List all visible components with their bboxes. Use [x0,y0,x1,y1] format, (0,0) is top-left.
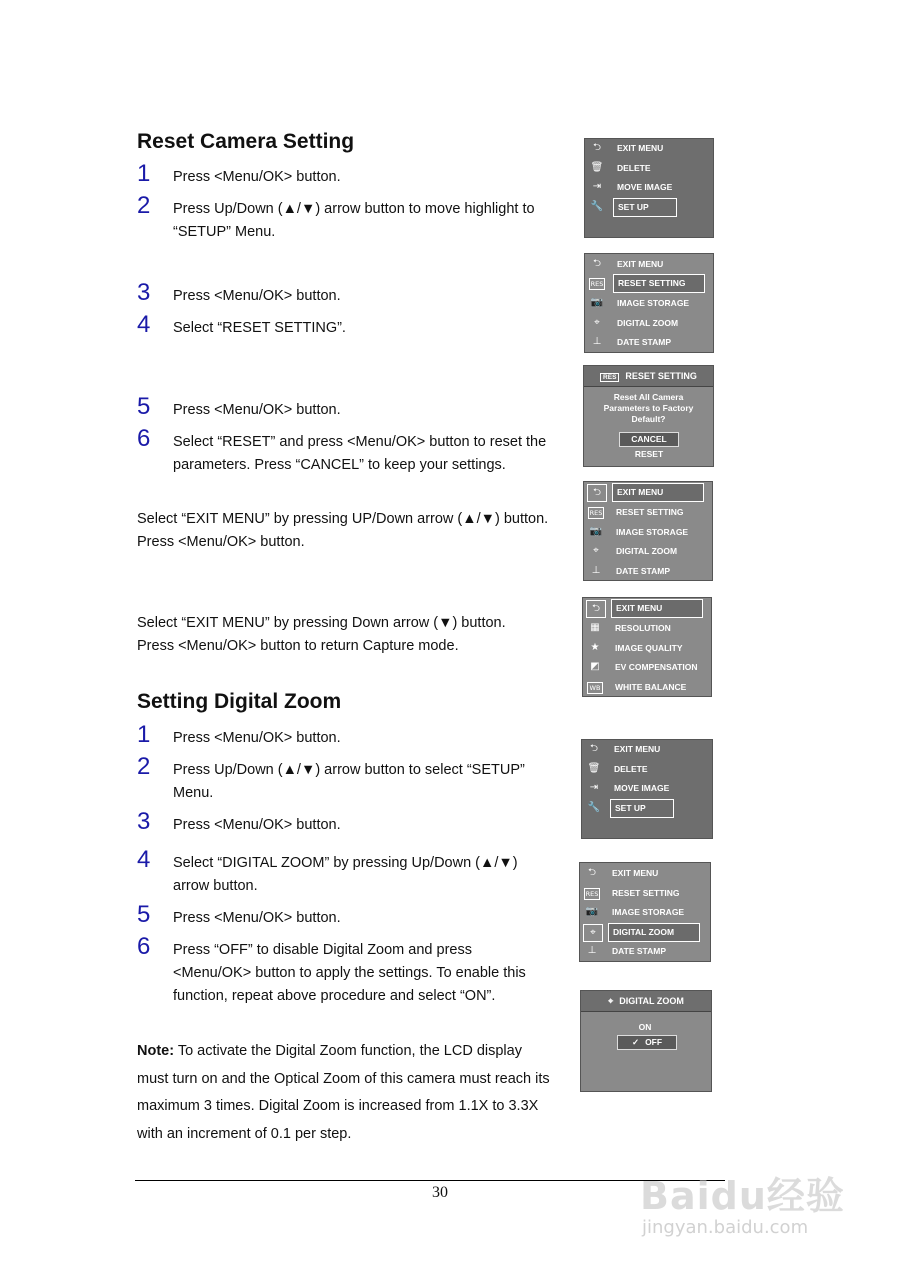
step-number: 5 [137,393,151,420]
menu-item-image-storage[interactable]: 📷 IMAGE STORAGE [585,294,715,313]
zoom-icon: ⌖ [594,317,600,328]
return-arrow-icon: ⮌ [589,743,598,754]
menu-item-image-storage[interactable]: 📷 IMAGE STORAGE [584,523,714,542]
menu-item-exit[interactable]: ⮌ EXIT MENU [585,255,715,274]
step-number: 6 [137,933,151,960]
menu-item-reset-setting[interactable]: RES RESET SETTING [585,274,715,293]
menu-item-white-balance[interactable]: WB WHITE BALANCE [583,678,713,697]
stamp-icon: ⊥ [587,945,597,956]
step-text: Select “RESET SETTING”. [173,320,346,336]
menu-item-move[interactable]: ⇥ MOVE IMAGE [582,779,712,798]
step-text: Press <Menu/OK> button. [173,402,341,418]
stamp-icon: ⊥ [592,336,602,347]
reset-setting-dialog [583,365,714,467]
paragraph-exit-setup [137,508,567,554]
step-text: Press “OFF” to disable Digital Zoom and press <Menu/OK> button to apply the settings. To enable this function, repeat above procedure and select “ON”. [173,942,526,1004]
dialog-title: RES RESET SETTING [584,366,713,387]
watermark-url: jingyan.baidu.com [642,1217,809,1238]
menu-item-delete[interactable]: 🗑 DELETE [582,760,712,779]
camera-menu-capture [582,597,712,697]
step-number: 4 [137,311,151,338]
return-arrow-icon: ⮌ [587,867,596,878]
step-number: 2 [137,753,151,780]
step-text: Press Up/Down (▲/▼) arrow button to move highlight to “SETUP” Menu. [173,201,535,240]
cancel-option[interactable]: CANCEL [619,432,679,447]
step-number: 5 [137,901,151,928]
step-text: Press <Menu/OK> button. [173,817,341,833]
off-option[interactable]: ✓ OFF [617,1035,677,1050]
menu-item-digital-zoom[interactable]: ⌖ DIGITAL ZOOM [580,923,710,942]
footer-divider [135,1180,725,1181]
menu-item-date-stamp[interactable]: ⊥ DATE STAMP [580,942,710,961]
camera-icon: 📷 [589,526,603,537]
note-paragraph [137,1038,557,1148]
move-image-icon: ⇥ [592,181,602,192]
resolution-icon: ▦ [590,622,600,633]
menu-item-date-stamp[interactable]: ⊥ DATE STAMP [584,562,714,581]
section-title-reset: Reset Camera Setting [137,130,355,153]
step-text: Press <Menu/OK> button. [173,288,341,304]
reset-icon: RES [589,509,603,517]
camera-icon: 📷 [590,297,604,308]
menu-item-delete[interactable]: 🗑 DELETE [585,159,715,178]
zoom-icon: ⌖ [608,996,614,1006]
step-number: 3 [137,279,151,306]
menu-item-date-stamp[interactable]: ⊥ DATE STAMP [585,333,715,352]
step-number: 4 [137,846,151,873]
step-text: Press <Menu/OK> button. [173,910,341,926]
wrench-icon: 🔧 [590,201,604,212]
menu-item-ev-compensation[interactable]: ◩ EV COMPENSATION [583,658,713,677]
menu-item-digital-zoom[interactable]: ⌖ DIGITAL ZOOM [584,542,714,561]
menu-item-digital-zoom[interactable]: ⌖ DIGITAL ZOOM [585,314,715,333]
menu-item-setup[interactable]: 🔧 SET UP [582,799,712,818]
on-option[interactable]: ON [638,1022,652,1032]
note-label: Note: [137,1043,175,1059]
para-line: Press <Menu/OK> button. [137,534,305,550]
trash-icon: 🗑 [590,162,604,173]
step-number: 1 [137,721,151,748]
menu-item-exit[interactable]: ⮌ EXIT MENU [580,864,710,883]
step-text: Press <Menu/OK> button. [173,169,341,185]
menu-item-exit[interactable]: ⮌ EXIT MENU [585,139,715,158]
step-number: 6 [137,425,151,452]
return-arrow-icon: ⮌ [586,600,606,618]
watermark-logo: Baidu经验 [640,1174,845,1218]
move-image-icon: ⇥ [589,782,599,793]
menu-item-image-storage[interactable]: 📷 IMAGE STORAGE [580,903,710,922]
check-icon: ✓ [631,1037,640,1047]
trash-icon: 🗑 [587,763,601,774]
return-arrow-icon: ⮌ [592,142,601,153]
para-line: Press <Menu/OK> button to return Capture mode. [137,638,459,654]
step-text: Select “RESET” and press <Menu/OK> button to reset the parameters. Press “CANCEL” to keep your settings. [173,434,547,473]
step-text: Press <Menu/OK> button. [173,730,341,746]
para-line: Select “EXIT MENU” by pressing UP/Down arrow (▲/▼) button. [137,511,549,527]
menu-item-setup[interactable]: 🔧 SET UP [585,198,715,217]
menu-item-reset-setting[interactable]: RES RESET SETTING [589,507,684,517]
camera-icon: 📷 [585,906,599,917]
menu-item-move[interactable]: ⇥ MOVE IMAGE [585,178,715,197]
step-text: Select “DIGITAL ZOOM” by pressing Up/Down (▲/▼) arrow button. [173,855,518,894]
wrench-icon: 🔧 [587,802,601,813]
paragraph-exit-capture [137,612,567,658]
step-number: 3 [137,808,151,835]
camera-menu-setup-exit [583,481,713,581]
exposure-icon: ◩ [590,661,600,672]
camera-menu-setup [584,253,714,353]
camera-menu-main-2 [581,739,713,839]
menu-item-exit[interactable]: ⮌ EXIT MENU [583,599,713,618]
white-balance-icon: WB [587,682,603,694]
section-title-digital-zoom: Setting Digital Zoom [137,690,342,713]
menu-item-exit[interactable]: ⮌ EXIT MENU [582,740,712,759]
para-line: Select “EXIT MENU” by pressing Down arrow (▼) button. [137,615,506,631]
star-icon: ★ [590,642,600,653]
menu-item-reset-setting[interactable]: RES RESET SETTING [585,888,680,898]
step-text: Press Up/Down (▲/▼) arrow button to select “SETUP” Menu. [173,762,525,801]
zoom-icon: ⌖ [583,924,603,942]
page-number: 30 [432,1184,448,1201]
digital-zoom-dialog [580,990,712,1092]
reset-icon: RES [600,373,619,382]
reset-option[interactable]: RESET [634,449,664,459]
note-text: To activate the Digital Zoom function, the LCD display must turn on and the Optical Zoom of this camera must reach its maximum 3 times. Digital Zoom is increased from 1.1X to 3.3X with an increment of 0.1 per step. [137,1043,550,1142]
step-number: 2 [137,192,151,219]
reset-icon: RES [590,280,604,288]
menu-item-resolution[interactable]: ▦ RESOLUTION [583,619,713,638]
camera-menu-main [584,138,714,238]
reset-icon: RES [585,890,599,898]
camera-menu-setup-zoom [579,862,711,962]
return-arrow-icon: ⮌ [592,258,601,269]
dialog-message: Reset All Camera Parameters to Factory Default? [603,392,694,424]
zoom-icon: ⌖ [593,545,599,556]
menu-item-exit[interactable]: ⮌ EXIT MENU [584,483,714,502]
step-number: 1 [137,160,151,187]
menu-item-image-quality[interactable]: ★ IMAGE QUALITY [583,639,713,658]
dialog-title: ⌖ DIGITAL ZOOM [581,991,711,1012]
stamp-icon: ⊥ [591,565,601,576]
return-arrow-icon: ⮌ [587,484,607,502]
